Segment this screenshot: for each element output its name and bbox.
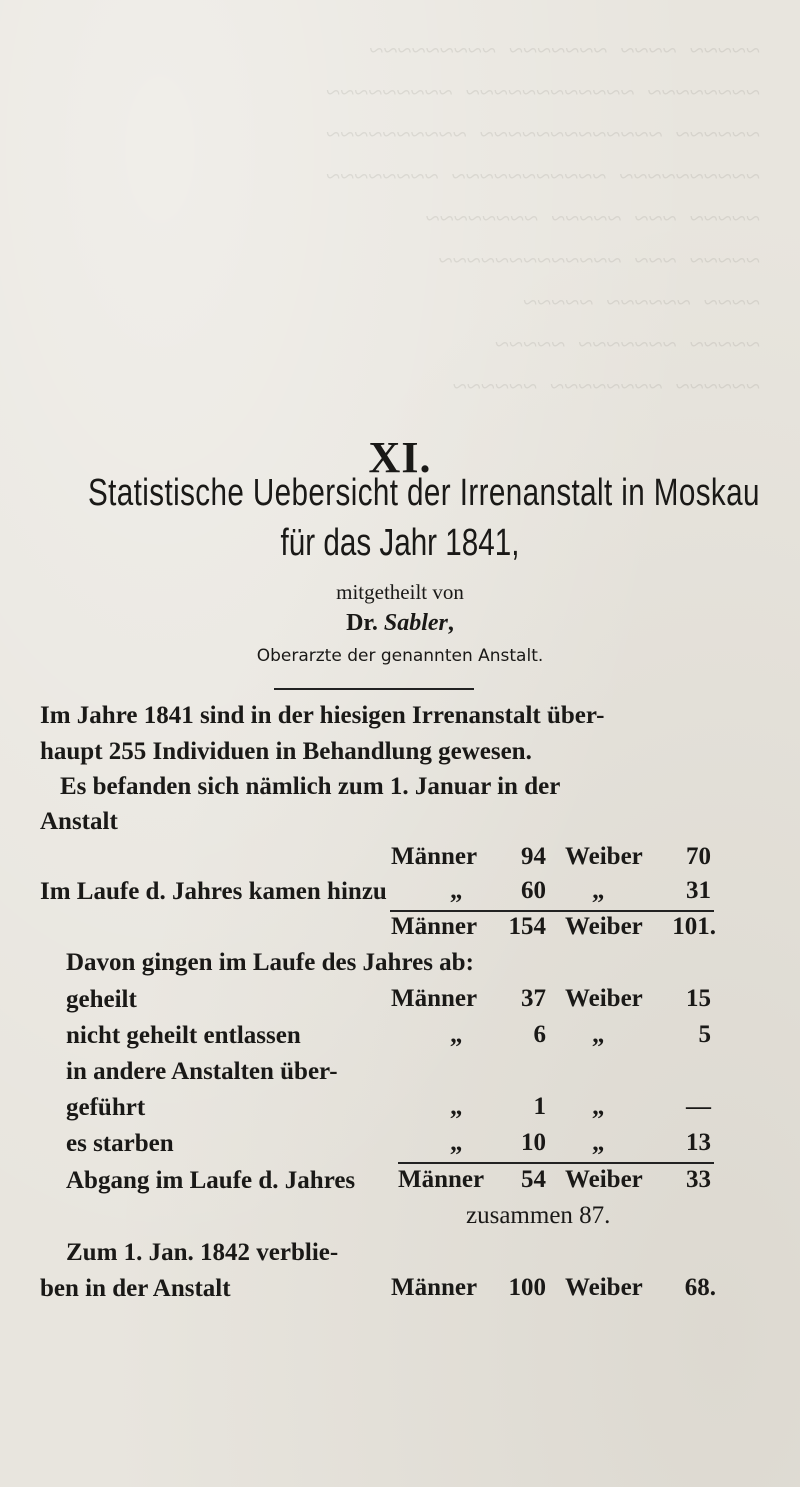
label-weiber: Weiber: [565, 985, 643, 1012]
total-men: 154: [508, 913, 546, 940]
communicated-by: mitgetheilt von: [336, 580, 464, 604]
title-line-1: Statistische Uebersicht der Irrenanstalt in Moskau: [88, 472, 760, 514]
row-label-cured: geheilt: [66, 986, 137, 1013]
ditto-mark: „: [592, 1021, 605, 1048]
total-women: 101.: [672, 913, 716, 940]
remaining-label-2: ben in der Anstalt: [40, 1275, 231, 1302]
sum-rule: [398, 1162, 714, 1164]
chapter-number: XI.: [368, 433, 432, 482]
label-maenner: Männer: [391, 1274, 478, 1301]
label-maenner: Männer: [391, 985, 478, 1012]
remaining-women: 68.: [684, 1274, 716, 1301]
discharge-total-label: Abgang im Laufe d. Jahres: [66, 1167, 356, 1194]
intro-line-2: haupt 255 Individuen in Behandlung gewesen.: [40, 738, 532, 765]
intro-line-1: Im Jahre 1841 sind in der hiesigen Irrenanstalt über-: [40, 702, 605, 729]
label-maenner: Männer: [398, 1166, 485, 1193]
label-maenner: Männer: [391, 843, 478, 870]
row-label-uncured: nicht geheilt entlassen: [66, 1022, 301, 1049]
added-men: 60: [521, 877, 546, 904]
cured-men: 37: [521, 985, 546, 1012]
uncured-men: 6: [533, 1021, 546, 1048]
uncured-women: 5: [698, 1021, 711, 1048]
ditto-mark: „: [450, 877, 463, 904]
author-line: [0, 610, 800, 637]
ditto-mark: „: [592, 1129, 605, 1156]
row-label-died: es starben: [66, 1130, 174, 1157]
row-label-transferred: in andere Anstalten über-: [66, 1058, 338, 1085]
added-women: 31: [686, 877, 711, 904]
added-label: Im Laufe d. Jahres kamen hinzu: [40, 878, 387, 905]
ditto-mark: „: [592, 877, 605, 904]
label-weiber: Weiber: [565, 913, 643, 940]
ditto-mark: „: [592, 1093, 605, 1120]
died-women: 13: [686, 1129, 711, 1156]
intro-line-3: Es befanden sich nämlich zum 1. Januar in der: [60, 773, 561, 800]
author-name: Sabler: [383, 610, 448, 636]
remaining-label-1: Zum 1. Jan. 1842 verblie-: [66, 1239, 339, 1266]
discharge-heading: Davon gingen im Laufe des Jahres ab:: [66, 949, 474, 976]
label-weiber: Weiber: [565, 1274, 643, 1301]
ditto-mark: „: [450, 1093, 463, 1120]
header-divider: [274, 688, 474, 690]
discharge-together: zusammen 87.: [466, 1202, 611, 1229]
transferred-women: —: [686, 1093, 711, 1120]
remaining-men: 100: [508, 1274, 546, 1301]
start-men: 94: [521, 843, 546, 870]
row-label-transferred-2: geführt: [66, 1094, 146, 1121]
sum-rule: [390, 910, 714, 912]
show-through-texture: ~~~~~ ~~~~ ~~~~~~~ ~~~~~~~~~ ~~~~~~~~ ~~~~~~~~~~~~ ~~~~~~~~~ ~~~~~~ ~~~~~~~~~~~~~ ~~~~~~~~~~ ~~~~~~~~~~ ~~~~~~~~~~~ ~~~~~~~~ ~~~~~ ~~~ ~~~~~ ~~~~~~~~ ~~~~~ ~~~ ~~~~~~~~~~~~~ ~~~~ ~~~~~~ ~~~~~ ~~~~~ ~~~~~~~ ~~~~~ ~~~~~~ ~~~~~~~~ ~~~~~~: [326, 36, 760, 401]
author-prefix: Dr.: [346, 610, 378, 636]
ditto-mark: „: [450, 1129, 463, 1156]
died-men: 10: [521, 1129, 546, 1156]
cured-women: 15: [686, 985, 711, 1012]
label-weiber: Weiber: [565, 1166, 643, 1193]
start-women: 70: [686, 843, 711, 870]
transferred-men: 1: [533, 1093, 546, 1120]
ditto-mark: „: [450, 1021, 463, 1048]
discharge-total-men: 54: [521, 1166, 546, 1193]
author-suffix: ,: [447, 610, 454, 636]
title-line-2: für das Jahr 1841,: [280, 522, 520, 564]
discharge-total-women: 33: [686, 1166, 711, 1193]
author-position: Oberarzte der genannten Anstalt.: [256, 646, 544, 666]
intro-line-4: Anstalt: [40, 808, 118, 835]
label-maenner: Männer: [391, 913, 478, 940]
label-weiber: Weiber: [565, 843, 643, 870]
